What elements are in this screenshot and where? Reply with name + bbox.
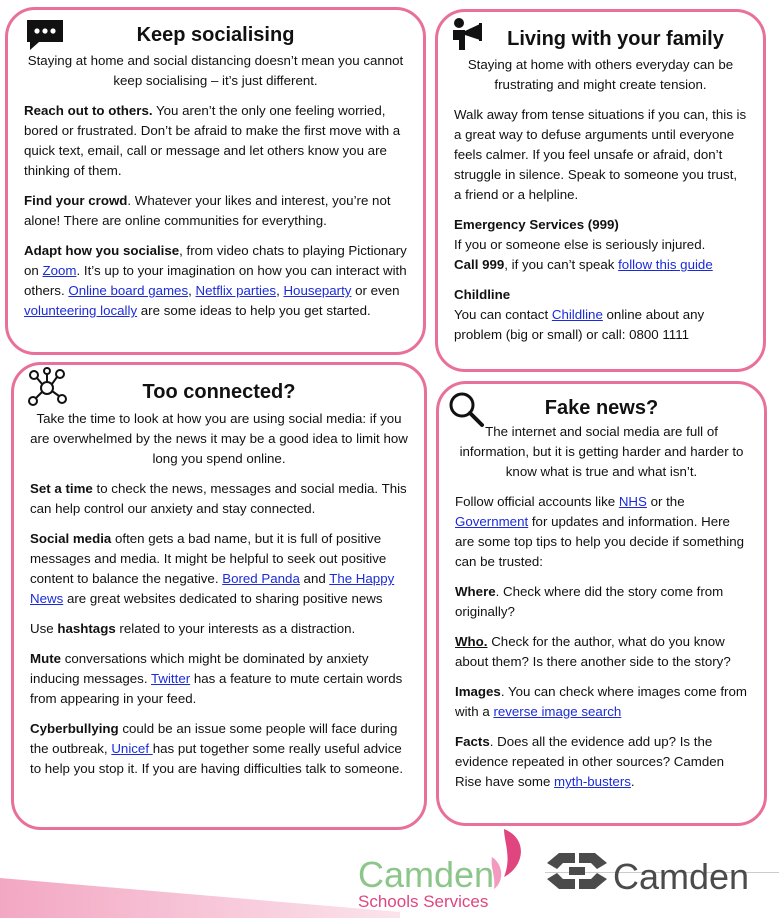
fake-paragraph-official: Follow official accounts like NHS or the Government for updates and information. Here are some top tips to help you decide if something can be trusted: [455,494,745,569]
family-intro: Staying at home with others everyday can be frustrating and might create tension. [467,57,734,92]
bored-panda-link[interactable]: Bored Panda [222,571,300,586]
camden-council-logo [545,845,775,910]
keep-paragraph-find-crowd: Find your crowd. Whatever your likes and interest, you’re not alone! There are online communities for everything. [24,193,391,228]
emergency-services-text: If you or someone else is seriously injured. Call 999, if you can’t speak follow this guide [454,237,713,272]
megaphone-person-icon [450,16,486,57]
camden-emblem-icon [547,853,607,889]
fake-paragraph-who: Who. Check for the author, what do you know about them? Is there another side to the story? [455,634,731,669]
emergency-services-heading: Emergency Services (999) [454,217,619,232]
schools-services-wordmark: Schools Services [358,892,489,911]
too-connected-title: Too connected? [142,381,296,403]
magnifying-glass-icon [447,390,485,433]
keep-paragraph-reach-out: Reach out to others. You aren’t the only one feeling worried, bored or frustrated. Don’t be afraid to make the first move with a quick text, email, call or message and let others know you are thinking of them. [24,103,401,178]
fake-paragraph-images: Images. You can check where images come from with a reverse image search [455,684,747,719]
living-with-family-card [435,9,766,372]
too-paragraph-set-time: Set a time to check the news, messages and social media. This can help control our anxiety and stay connected. [30,481,407,516]
fake-paragraph-where: Where. Check where did the story come from originally? [455,584,724,619]
online-board-games-link[interactable]: Online board games [68,283,189,298]
camden-schools-services-logo [354,827,544,917]
too-connected-card [11,362,427,830]
too-paragraph-social-media: Social media often gets a bad name, but it is full of positive messages and media. It might be helpful to seek out positive content to balance the negative. Bored Panda and The Happy News are great websites dedicated to sharing positive news [30,531,395,606]
childline-text: You can contact Childline online about any problem (big or small) or call: 0800 1111 [454,307,705,342]
family-paragraph-walk-away: Walk away from tense situations if you can, this is a great way to defuse arguments until everyone feels calmer. If you feel unsafe or afraid, don’t struggle in silence. Speak to someone you trust, a friend or a helpline. [454,107,747,202]
zoom-link[interactable]: Zoom [42,263,77,278]
fake-intro: The internet and social media are full of information, but it is getting harder and harder to know what is true and what isn’t. [459,424,744,479]
childline-link[interactable]: Childline [551,307,603,322]
fake-news-title: Fake news? [544,397,659,419]
too-paragraph-cyberbullying: Cyberbullying could be an issue some people will face during the outbreak, Unicef has put together some really useful advice to help you stop it. If you are having difficulties talk to someone. [30,721,404,776]
netflix-parties-link[interactable]: Netflix parties [195,283,277,298]
too-paragraph-hashtags: Use hashtags related to your interests as a distraction. [30,621,356,636]
camden-schools-wordmark: Camden [358,854,495,895]
keep-socialising-card [5,7,426,355]
the-happy-news-link[interactable]: The Happy News [30,571,395,606]
speech-bubble-icon [25,18,65,57]
government-link[interactable]: Government [455,514,529,529]
network-icon [26,367,68,414]
living-with-family-title: Living with your family [507,28,724,50]
keep-intro: Staying at home and social distancing doesn’t mean you cannot keep socialising – it’s just different. [27,53,404,88]
fake-news-card [436,381,767,826]
keep-socialising-title: Keep socialising [136,24,295,46]
twitter-link[interactable]: Twitter [150,671,191,686]
reverse-image-search-link[interactable]: reverse image search [493,704,622,719]
keep-paragraph-adapt: Adapt how you socialise, from video chats to playing Pictionary on Zoom. It’s up to your imagination on how you can interact with others. Online board games, Netflix parties, Houseparty or even volunteering locally are some ideas to help you get started. [24,243,407,318]
nhs-link[interactable]: NHS [618,494,647,509]
fake-paragraph-facts: Facts. Does all the evidence add up? Is the evidence repeated in other sources? Camden Rise have some myth-busters. [455,734,725,789]
childline-heading: Childline [454,287,511,302]
follow-this-guide-link[interactable]: follow this guide [618,257,713,272]
myth-busters-link[interactable]: myth-busters [554,774,631,789]
too-paragraph-mute: Mute conversations which might be dominated by anxiety inducing messages. Twitter has a feature to mute certain words from appearing in your feed. [30,651,403,706]
volunteering-locally-link[interactable]: volunteering locally [24,303,138,318]
unicef-link[interactable]: Unicef [111,741,153,756]
houseparty-link[interactable]: Houseparty [283,283,352,298]
camden-wordmark: Camden [613,856,750,897]
too-intro: Take the time to look at how you are using social media: if you are overwhelmed by the news it may be a good idea to limit how long you spend online. [30,411,408,466]
